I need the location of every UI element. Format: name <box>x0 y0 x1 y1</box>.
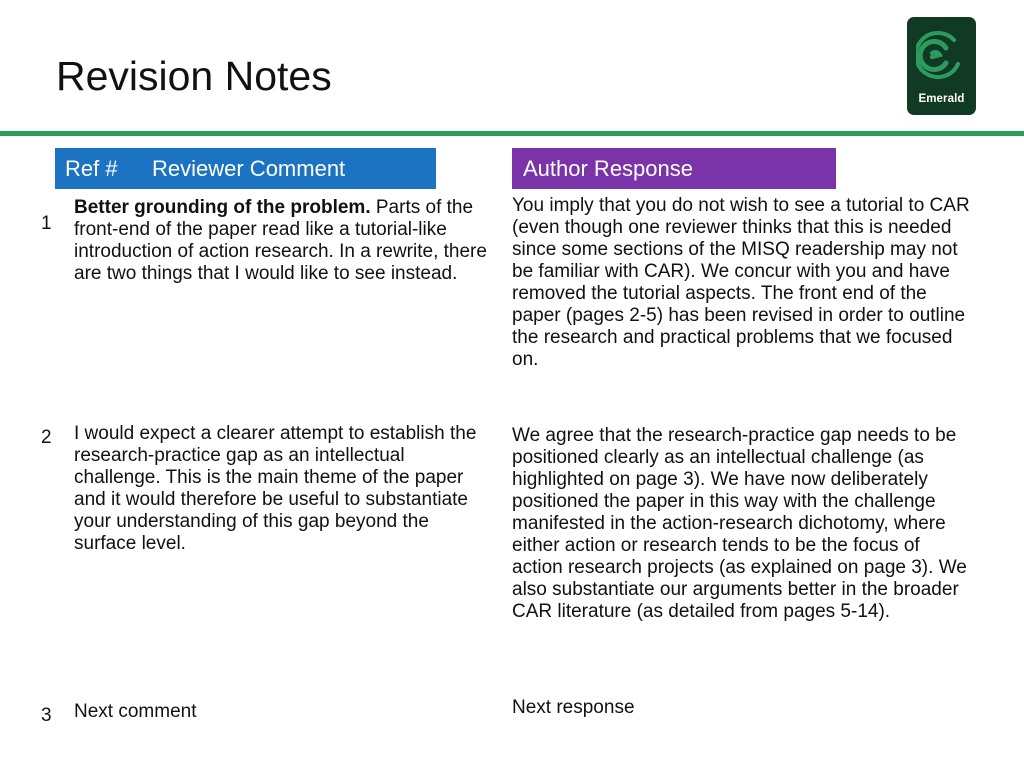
row-ref-number: 3 <box>41 705 52 726</box>
reviewer-comment: Next comment <box>74 701 197 722</box>
comment-bold-lead: Better grounding of the problem. <box>74 197 371 218</box>
author-response: You imply that you do not wish to see a tutorial to CAR (even though one reviewer thinks that this is needed since some sections of the MISQ readership may not be familiar with CAR). We concur with you and have removed the tutorial aspects. The front end of the paper (pages 2-5) has been revised in order to outline the research and practical problems that we focused on. <box>512 195 970 370</box>
author-header-label: Author Response <box>523 156 693 181</box>
author-response: We agree that the research-practice gap needs to be positioned clearly as an intellectual challenge (as highlighted on page 3). We have now deliberately positioned the paper in this way with the challenge manifested in the action-research dichotomy, where either action or research tends to be the focus of action research projects (as explained on page 3). We also substantiate our arguments better in the broader CAR literature (as detailed from pages 5-14). <box>512 425 967 622</box>
reviewer-comment: I would expect a clearer attempt to establish the research-practice gap as an intellectual challenge. This is the main theme of the paper and it would therefore be useful to substantiate your understanding of this gap beyond the surface level. <box>74 423 477 554</box>
ref-header-label: Ref # <box>65 156 118 181</box>
reviewer-comment <box>74 197 494 285</box>
reviewer-header <box>55 148 436 189</box>
logo-text: Emerald <box>918 93 965 105</box>
emerald-logo <box>907 17 976 115</box>
reviewer-header-label: Reviewer Comment <box>152 156 346 181</box>
slide-title: Revision Notes <box>56 53 332 99</box>
author-header <box>512 148 836 189</box>
row-ref-number: 1 <box>41 213 52 234</box>
author-response: Next response <box>512 697 635 718</box>
comment-text: Parts of the front-end of the paper read like a tutorial-like introduction of action research. In a rewrite, there are two things that I would like to see instead. <box>74 197 487 284</box>
divider-rule <box>0 131 1024 136</box>
emerald-e-logo-icon <box>916 26 967 84</box>
row-ref-number: 2 <box>41 427 52 448</box>
